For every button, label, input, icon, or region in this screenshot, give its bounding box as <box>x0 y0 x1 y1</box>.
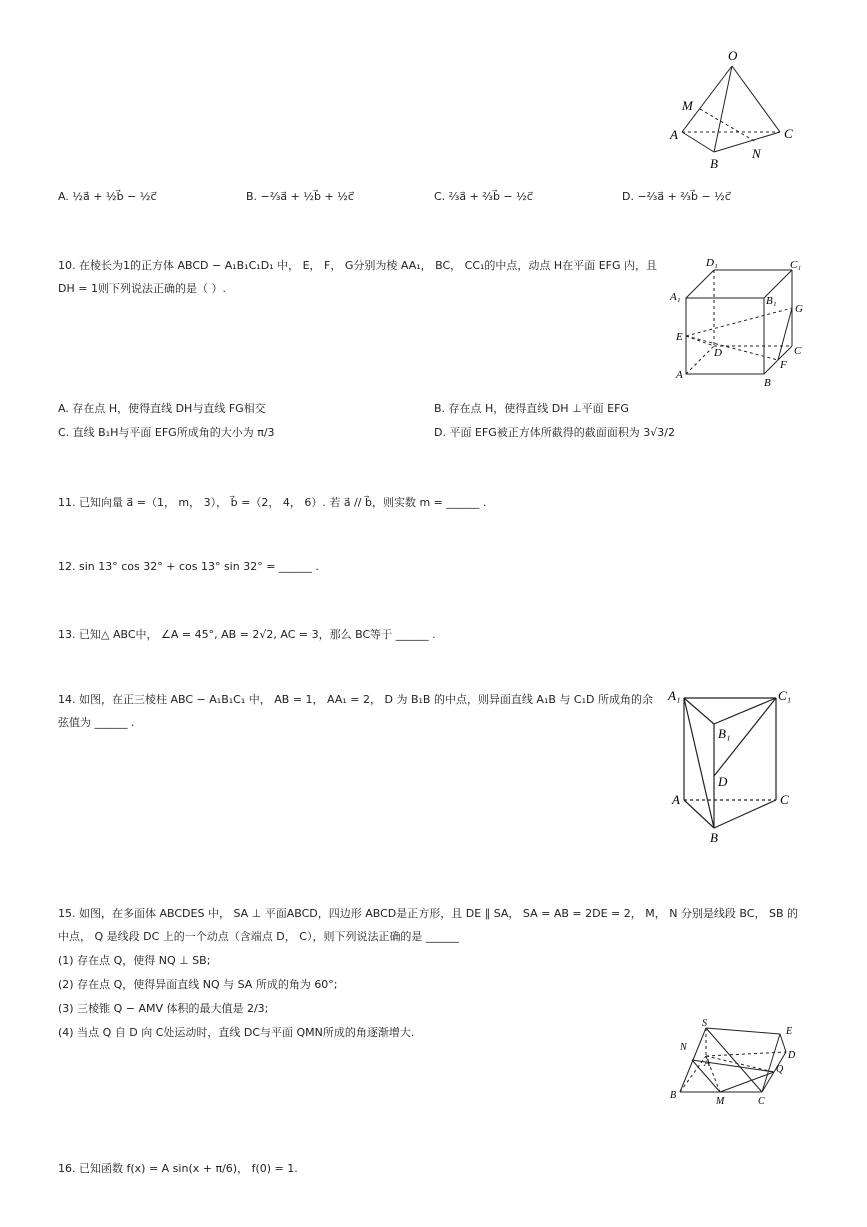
label-C: C <box>794 345 802 357</box>
q9-option-b: B. −⅔a⃗ + ½b⃗ + ½c⃗ <box>246 190 354 203</box>
q10-option-d: D. 平面 EFG被正方体所截得的截面面积为 3√3/2 <box>434 426 675 439</box>
q15-statement-4: (4) 当点 Q 自 D 向 C处运动时，直线 DC与平面 QMN所成的角逐渐增大. <box>58 1026 415 1039</box>
label-F: F <box>780 359 787 371</box>
label-O: O <box>728 48 738 63</box>
label-A: A <box>672 792 680 807</box>
label-A: A <box>676 369 683 381</box>
q15-text: 15. 如图，在多面体 ABCDES 中， SA ⊥ 平面ABCD，四边形 ABCD是正方形，且 DE ∥ SA， SA = AB = 2DE = 2， M， N 分别是线段 BC， SB 的中点， Q 是线段 DC 上的一个动点（含端点 D， C），则下列说法正确的是 ______ <box>58 907 798 943</box>
q15-statement-1: (1) 存在点 Q，使得 NQ ⊥ SB; <box>58 954 211 967</box>
label-A1: A₁ <box>668 688 681 703</box>
label-D: D <box>718 774 728 789</box>
q9-option-c: C. ⅔a⃗ + ⅔b⃗ − ½c⃗ <box>434 190 533 203</box>
label-M: M <box>716 1096 725 1107</box>
q13-text: 13. 已知△ ABC中， ∠A = 45°, AB = 2√2, AC = 3，那么 BC等于 ______ . <box>58 628 436 641</box>
cube-figure <box>668 254 818 392</box>
label-B1: B₁ <box>766 295 777 307</box>
label-C: C <box>780 792 789 807</box>
label-C: C <box>758 1096 765 1107</box>
q10-option-a: A. 存在点 H，使得直线 DH与直线 FG相交 <box>58 402 266 415</box>
q14-text: 14. 如图，在正三棱柱 ABC − A₁B₁C₁ 中， AB = 1， AA₁ = 2， D 为 B₁B 的中点，则异面直线 A₁B 与 C₁D 所成角的余弦值为 ______ . <box>58 693 653 729</box>
q15-statement-2: (2) 存在点 Q，使得异面直线 NQ 与 SA 所成的角为 60°; <box>58 978 338 991</box>
label-S: S <box>702 1018 707 1029</box>
label-E: E <box>786 1026 793 1037</box>
label-B1: B₁ <box>718 726 731 741</box>
label-G: G <box>795 303 803 315</box>
q10-option-c: C. 直线 B₁H与平面 EFG所成角的大小为 π/3 <box>58 426 275 439</box>
label-A: A <box>670 127 678 142</box>
label-Q: Q <box>776 1064 784 1075</box>
label-E: E <box>676 331 683 343</box>
q11-text: 11. 已知向量 a⃗ =（1， m， 3）， b⃗ =（2， 4， 6）. 若 a⃗ // b⃗，则实数 m = ______ . <box>58 496 487 509</box>
label-B: B <box>710 156 718 171</box>
prism-figure <box>664 684 804 848</box>
polyhedron-figure <box>662 1018 812 1110</box>
label-D: D <box>788 1050 796 1061</box>
label-A1: A₁ <box>670 291 681 303</box>
label-N: N <box>752 146 761 161</box>
label-D1: D₁ <box>706 257 718 269</box>
label-N: N <box>680 1042 687 1053</box>
q15-statement-3: (3) 三棱锥 Q − AMV 体积的最大值是 2/3; <box>58 1002 269 1015</box>
label-M: M <box>682 98 693 113</box>
q10-option-b: B. 存在点 H，使得直线 DH ⊥平面 EFG <box>434 402 629 415</box>
label-B: B <box>670 1090 677 1101</box>
q16-text: 16. 已知函数 f(x) = A sin(x + π/6)， f(0) = 1. <box>58 1162 298 1175</box>
label-C1: C₁ <box>790 259 802 271</box>
q9-option-d: D. −⅔a⃗ + ⅔b⃗ − ½c⃗ <box>622 190 731 203</box>
label-A: A <box>704 1058 711 1069</box>
label-B: B <box>764 377 771 389</box>
q10-text: 10. 在棱长为1的正方体 ABCD − A₁B₁C₁D₁ 中， E， F， G分别为棱 AA₁， BC， CC₁的中点，动点 H在平面 EFG 内，且 DH = 1则下列说法正确的是（ ）. <box>58 259 657 295</box>
tetrahedron-figure <box>662 44 812 174</box>
label-B: B <box>710 830 718 845</box>
label-C: C <box>784 126 793 141</box>
label-D: D <box>714 347 722 359</box>
q12-text: 12. sin 13° cos 32° + cos 13° sin 32° = ______ . <box>58 560 319 573</box>
q9-option-a: A. ½a⃗ + ½b⃗ − ½c⃗ <box>58 190 157 203</box>
label-C1: C₁ <box>778 688 792 703</box>
